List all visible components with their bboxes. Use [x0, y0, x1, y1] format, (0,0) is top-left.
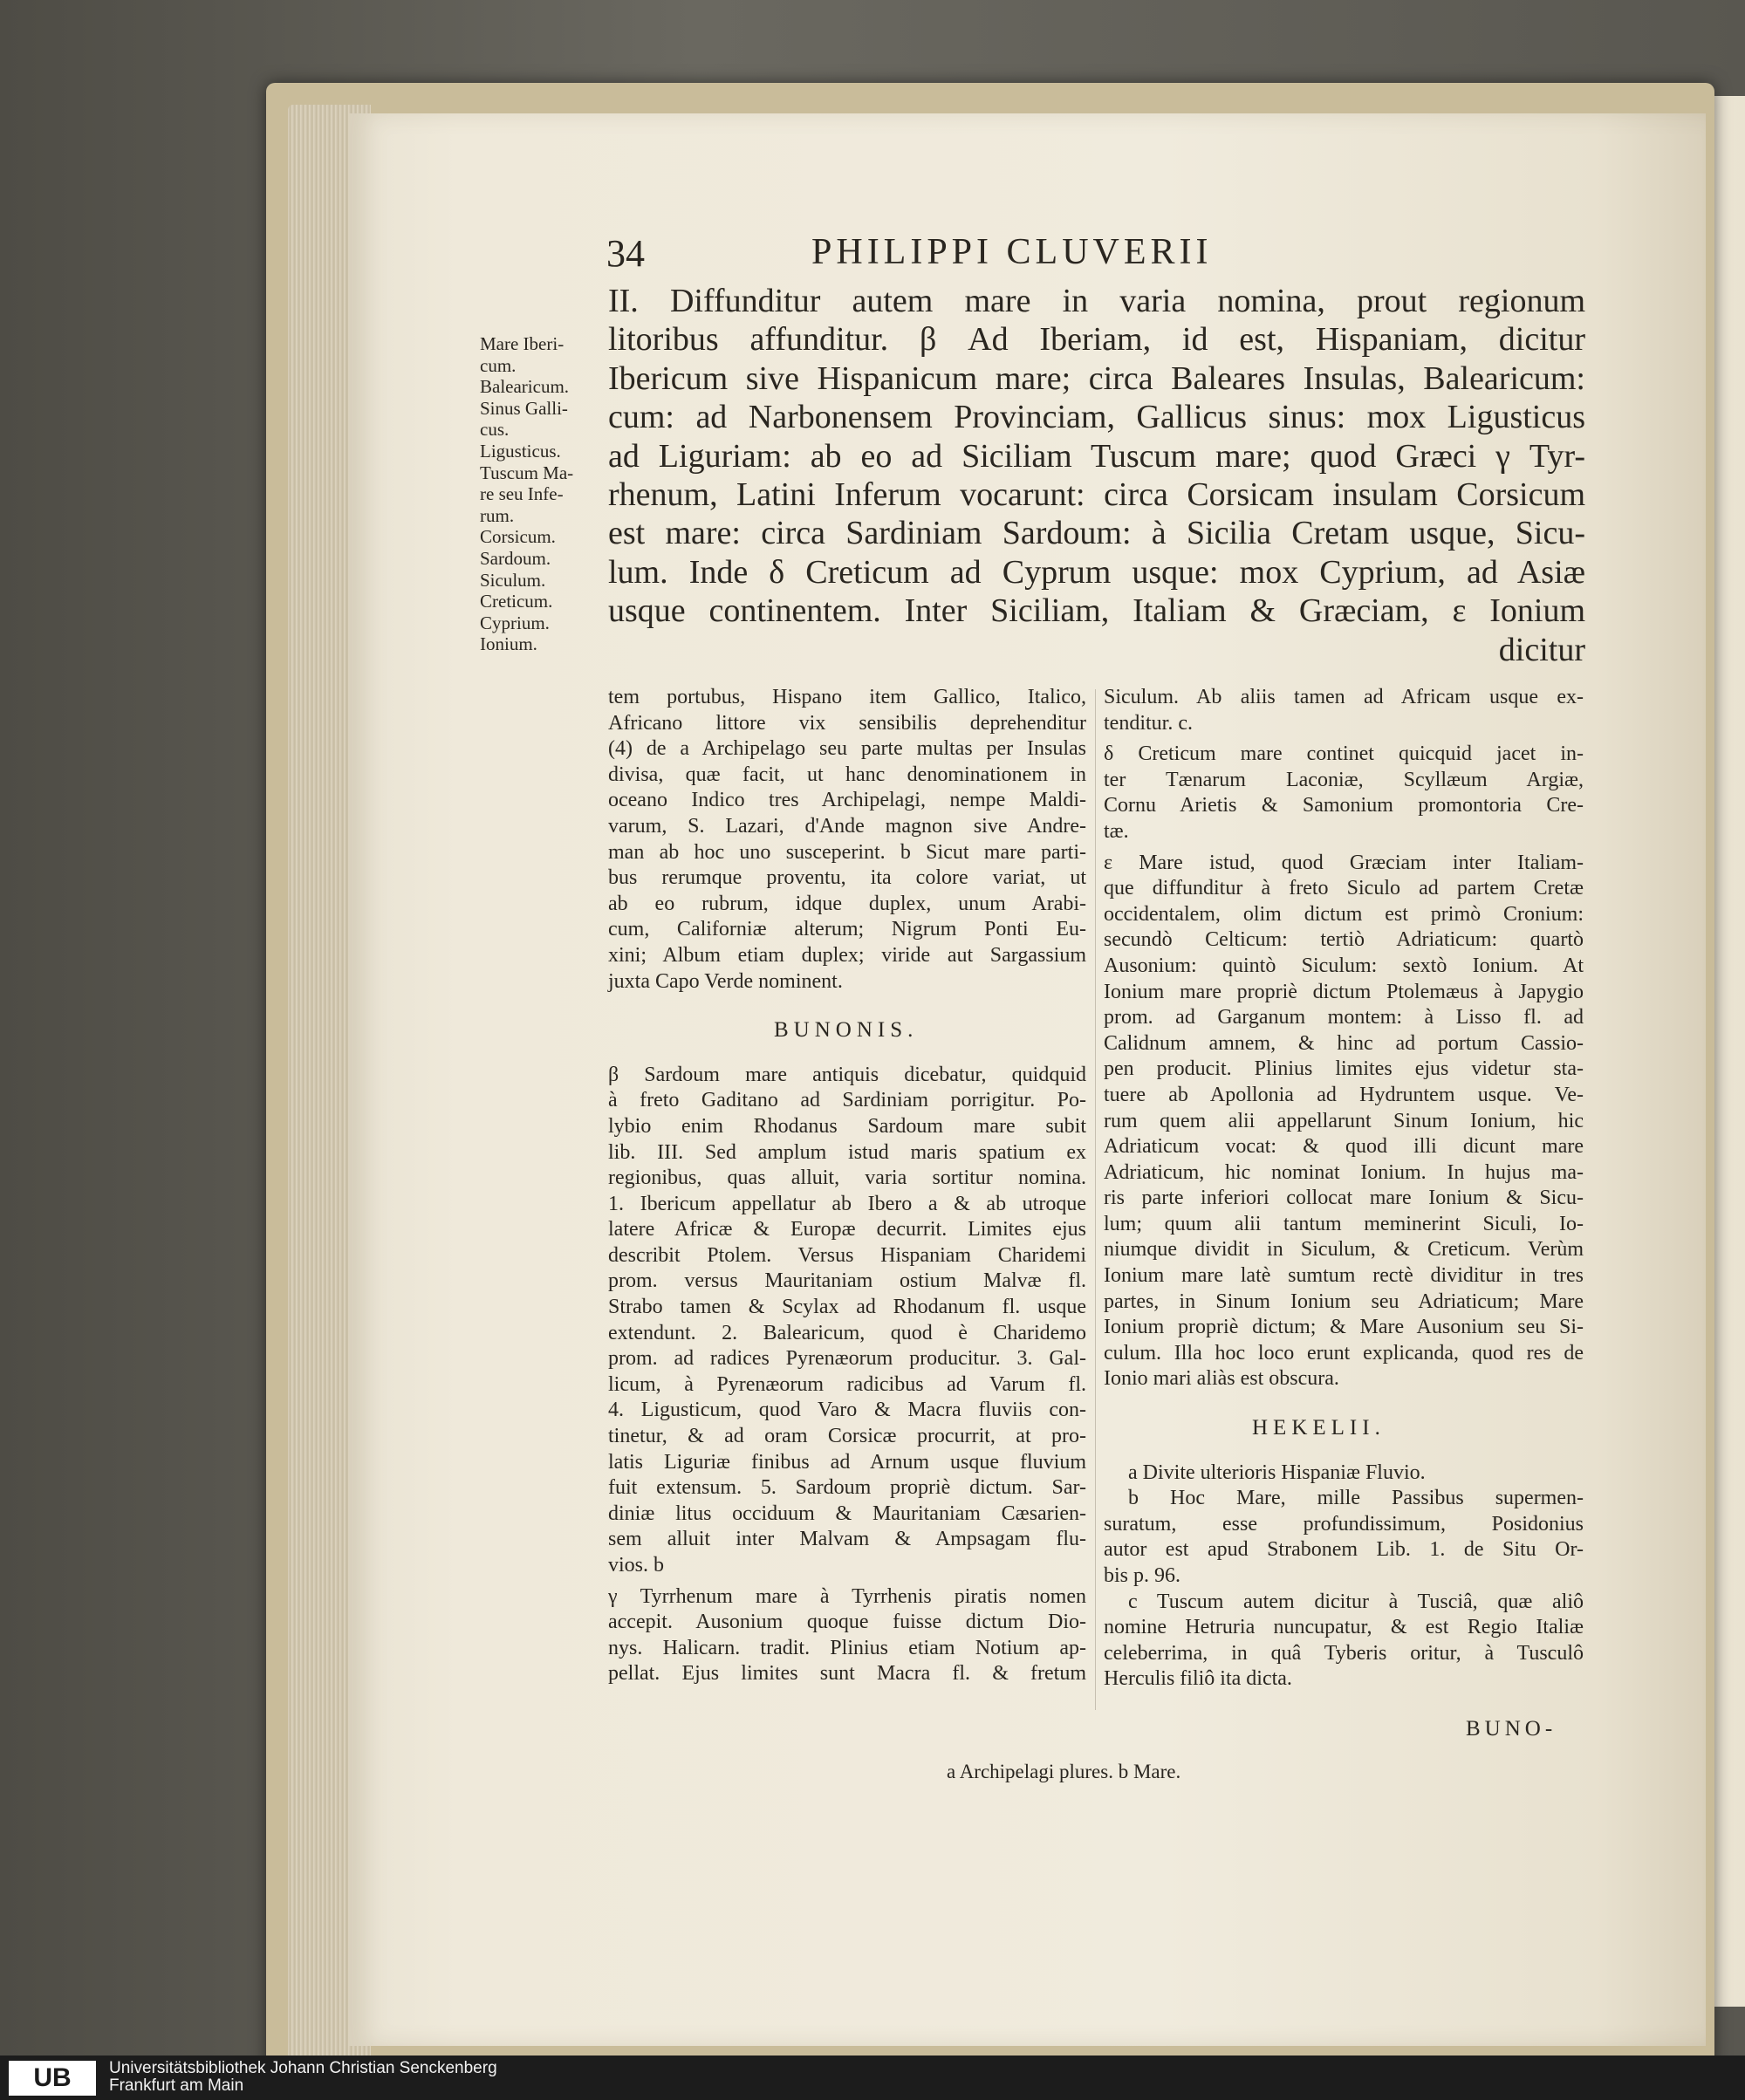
text-line: Siculum. Ab aliis tamen ad Africam usque ex- — [1104, 686, 1584, 708]
left-intro — [608, 685, 1086, 995]
margin-note: Cyprium. — [480, 612, 550, 633]
text-line: xini; Album etiam duplex; viride aut Sargassium — [608, 943, 1086, 967]
main-paragraph — [608, 282, 1585, 669]
margin-note: cum. — [480, 354, 517, 376]
text-line: lum; quum alii tantum meminerint Siculi, Io- — [1104, 1212, 1584, 1235]
margin-note: Ionium. — [480, 633, 537, 655]
text-line: man ab hoc uno susceperint. b Sicut mare parti- — [608, 840, 1086, 864]
section-heading-hekelii: HEKELII. — [1252, 1416, 1386, 1440]
text-line: lib. III. Sed amplum istud maris spatium ex — [608, 1140, 1086, 1164]
text-line: Ionium propriè dictum; & Mare Ausonium seu Si- — [1104, 1316, 1584, 1339]
commentary-right-column — [1104, 685, 1584, 1693]
margin-note: rum. — [480, 504, 515, 526]
catchword: BUNO- — [1466, 1717, 1557, 1741]
main-line: dicitur — [1498, 631, 1585, 668]
text-line: secundò Celticum: tertiò Adriaticum: quartò — [1104, 928, 1584, 952]
text-line: tem portubus, Hispano item Gallico, Italico, — [608, 686, 1086, 708]
footnote: a Archipelagi plures. b Mare. — [947, 1761, 1181, 1782]
text-line: prom. versus Mauritaniam ostium Malvæ fl. — [608, 1269, 1086, 1293]
note-beta — [608, 1063, 1086, 1579]
text-line: describit Ptolem. Versus Hispaniam Charidemi — [608, 1243, 1086, 1267]
text-line: ris parte inferiori collocat mare Ionium & Sicu- — [1104, 1187, 1584, 1210]
text-line: niumque dividit in Siculum, & Creticum. Verùm — [1104, 1238, 1584, 1262]
text-line: regionibus, quas alluit, varia sortitur nomina. — [608, 1166, 1086, 1190]
text-line: Adriaticum vocat: & quod illi dicunt mare — [1104, 1135, 1584, 1159]
text-line: prom. ad Garganum montem: à Lisso fl. ad — [1104, 1006, 1584, 1029]
main-line: est mare: circa Sardiniam Sardoum: à Sicilia Cretam usque, Sicu- — [608, 515, 1585, 552]
running-title: PHILIPPI CLUVERII — [811, 232, 1213, 272]
text-line: tenditur. c. — [1104, 711, 1193, 735]
column-divider — [1095, 689, 1096, 1710]
text-line: fuit extensum. 5. Sardoum propriè dictum. Sar- — [608, 1476, 1086, 1500]
text-line: tuere ab Apollonia ad Hydruntem usque. Ve- — [1104, 1083, 1584, 1106]
text-line: cum, Californiæ alterum; Nigrum Ponti Eu- — [608, 918, 1086, 941]
margin-note: Siculum. — [480, 569, 546, 591]
text-line: varum, S. Lazari, d'Ande magnon sive Andre- — [608, 814, 1086, 838]
note-epsilon — [1104, 851, 1584, 1392]
main-line: II. Diffunditur autem mare in varia nomina, prout regionum — [608, 283, 1585, 319]
text-line: ab eo rubrum, idque duplex, unum Arabi- — [608, 892, 1086, 915]
text-line: rum quem alii appellarunt Sinum Ionium, hic — [1104, 1109, 1584, 1132]
note-c — [1104, 1590, 1584, 1693]
library-credit — [109, 2060, 497, 2095]
margin-note: Sardoum. — [480, 547, 551, 569]
text-line: pen producit. Plinius limites ejus videtur sta- — [1104, 1057, 1584, 1081]
note-b — [1104, 1486, 1584, 1589]
text-line: autor est apud Strabonem Lib. 1. de Situ Or- — [1104, 1538, 1584, 1562]
text-line: vios. b — [608, 1554, 665, 1577]
margin-note: Ligusticus. — [480, 440, 561, 462]
margin-note: cus. — [480, 419, 510, 441]
margin-note: Corsicum. — [480, 526, 556, 548]
margin-note: Creticum. — [480, 591, 553, 612]
text-line: que diffunditur à freto Siculo ad partem Cretæ — [1104, 877, 1584, 900]
text-line: Strabo tamen & Scylax ad Rhodanum fl. usque — [608, 1296, 1086, 1319]
main-line: cum: ad Narbonensem Provinciam, Gallicus sinus: mox Ligusticus — [608, 399, 1585, 436]
text-line: 1. Ibericum appellatur ab Ibero a & ab utroque — [608, 1192, 1086, 1215]
main-line: Ibericum sive Hispanicum mare; circa Baleares Insulas, Balearicum: — [608, 359, 1585, 397]
page-number: 34 — [606, 232, 645, 275]
text-line: ε Mare istud, quod Græciam inter Italiam- — [1104, 851, 1584, 874]
text-line: oceano Indico tres Archipelagi, nempe Maldi- — [608, 789, 1086, 812]
main-line: rhenum, Latini Inferum vocarunt: circa Corsicam insulam Corsicum — [608, 476, 1585, 514]
ub-logo: UB — [9, 2061, 96, 2096]
library-name-line: Universitätsbibliothek Johann Christian Senckenberg — [109, 2059, 497, 2077]
text-line: bus rerumque proventu, ita colore variat, ut — [608, 866, 1086, 890]
text-line: (4) de a Archipelago seu parte multas per Insulas — [608, 737, 1086, 761]
text-line: β Sardoum mare antiquis dicebatur, quidquid — [608, 1063, 1086, 1086]
text-line: a Divite ulterioris Hispaniæ Fluvio. — [1128, 1460, 1426, 1484]
text-line: licum, à Pyrenæorum radicibus ad Varum fl. — [608, 1372, 1086, 1396]
text-line: Ionium mare latè sumtum rectè dividitur in tres — [1104, 1264, 1584, 1288]
text-line: Africano littore vix sensibilis deprehenditur — [608, 711, 1086, 735]
margin-note: Mare Iberi- — [480, 333, 565, 354]
text-line: c Tuscum autem dicitur à Tusciâ, quæ aliô — [1128, 1590, 1584, 1613]
text-line: Calidnum amnem, & hinc ad portum Cassio- — [1104, 1031, 1584, 1055]
right-intro — [1104, 685, 1584, 736]
text-line: suratum, esse profundissimum, Posidonius — [1104, 1512, 1584, 1536]
text-line: ter Tænarum Laconiæ, Scyllæum Argiæ, — [1104, 768, 1584, 791]
text-line: Adriaticum, hic nominat Ionium. In hujus ma- — [1104, 1160, 1584, 1184]
text-line: Herculis filiô ita dicta. — [1104, 1667, 1292, 1691]
text-line: divisa, quæ facit, ut hanc denominationem in — [608, 763, 1086, 786]
text-line: Ausonium: quintò Siculum: sextò Ionium. At — [1104, 954, 1584, 977]
text-line: tæ. — [1104, 819, 1129, 843]
commentary-left-column — [608, 685, 1086, 1687]
text-line: b Hoc Mare, mille Passibus supermen- — [1128, 1487, 1584, 1510]
text-line: juxta Capo Verde nominent. — [608, 969, 843, 993]
margin-note: Balearicum. — [480, 376, 570, 398]
text-line: accepit. Ausonium quoque fuisse dictum Dio- — [608, 1611, 1086, 1634]
library-city-line: Frankfurt am Main — [109, 2076, 244, 2095]
margin-note: re seu Infe- — [480, 483, 564, 505]
margin-note: Tuscum Ma- — [480, 462, 574, 483]
text-line: culum. Illa hoc loco erunt explicanda, quod res de — [1104, 1341, 1584, 1365]
text-line: latere Africæ & Europæ decurrit. Limites ejus — [608, 1218, 1086, 1242]
text-line: pellat. Ejus limites sunt Macra fl. & fretum — [608, 1662, 1086, 1686]
text-line: latis Liguriæ finibus ad Arnum usque fluvium — [608, 1450, 1086, 1474]
text-line: prom. ad radices Pyrenæorum producitur. 3. Gal- — [608, 1347, 1086, 1371]
text-line: γ Tyrrhenum mare à Tyrrhenis piratis nomen — [608, 1584, 1086, 1608]
text-line: nomine Hetruria nuncupatur, & est Regio Italiæ — [1104, 1616, 1584, 1639]
text-line: nys. Halicarn. tradit. Plinius etiam Notium ap- — [608, 1636, 1086, 1659]
main-line: litoribus affunditur. β Ad Iberiam, id est, Hispaniam, dicitur — [608, 321, 1585, 359]
text-line: Ionium mare propriè dictum Ptolemæus à Japygio — [1104, 980, 1584, 1003]
text-line: lybio enim Rhodanus Sardoum mare subit — [608, 1114, 1086, 1138]
text-line: δ Creticum mare continet quicquid jacet in- — [1104, 742, 1584, 766]
note-delta — [1104, 742, 1584, 845]
text-line: sem alluit inter Malvam & Ampsagam flu- — [608, 1528, 1086, 1551]
note-gamma — [608, 1584, 1086, 1687]
note-a — [1104, 1460, 1584, 1487]
text-line: bis p. 96. — [1104, 1564, 1181, 1587]
margin-notes — [480, 333, 602, 655]
section-heading-bunonis: BUNONIS. — [774, 1018, 919, 1043]
text-line: tinetur, & ad oram Corsicæ procurrit, at pro- — [608, 1425, 1086, 1448]
text-line: 4. Ligusticum, quod Varo & Macra fluviis con- — [608, 1399, 1086, 1422]
text-line: Cornu Arietis & Samonium promontoria Cre- — [1104, 794, 1584, 817]
text-line: Ionio mari aliàs est obscura. — [1104, 1367, 1339, 1391]
main-line: usque continentem. Inter Siciliam, Italiam & Græciam, ε Ionium — [608, 592, 1585, 630]
margin-note: Sinus Galli- — [480, 397, 568, 419]
main-line: ad Liguriam: ab eo ad Siciliam Tuscum mare; quod Græci γ Tyr- — [608, 437, 1585, 475]
text-line: occidentalem, olim dictum est primò Cronium: — [1104, 902, 1584, 926]
text-line: à freto Gaditano ad Sardiniam porrigitur. Po- — [608, 1089, 1086, 1112]
text-line: partes, in Sinum Ionium seu Adriaticum; Mare — [1104, 1289, 1584, 1313]
main-line: lum. Inde δ Creticum ad Cyprum usque: mox Cyprium, ad Asiæ — [608, 553, 1585, 591]
text-line: celeberrima, in quâ Tyberis oritur, à Tusculô — [1104, 1641, 1584, 1665]
text-line: diniæ litus occiduum & Mauritaniam Cæsarien- — [608, 1501, 1086, 1525]
text-line: extendunt. 2. Balearicum, quod è Charidemo — [608, 1321, 1086, 1344]
